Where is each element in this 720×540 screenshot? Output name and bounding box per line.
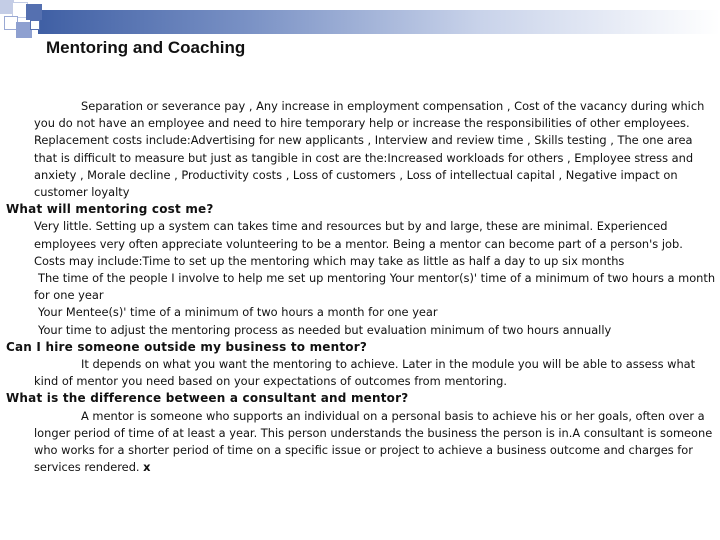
answer-consultant-vs-mentor	[6, 408, 716, 477]
answer-mentoring-cost: Very little. Setting up a system can takes time and resources but by and large, these are minimal. Experienced employees very often appreciate volunteering to be a mentor. Being a mentor can become part of a person's job. Costs may include:Time to set up the mentoring which may take as little as half a day to up six months	[34, 219, 683, 268]
slide-title: Mentoring and Coaching	[46, 38, 246, 57]
end-mark: x	[143, 460, 151, 475]
question-mentoring-cost: What will mentoring cost me?	[6, 202, 214, 217]
cost-item-setup-time: The time of the people I involve to help me set up mentoring Your mentor(s)' time of a minimum of two hours a month for one year	[34, 271, 716, 303]
question-consultant-vs-mentor: What is the difference between a consultant and mentor?	[6, 391, 409, 406]
answer-outside-mentor: It depends on what you want the mentoring to achieve. Later in the module you will be able to assess what kind of mentor you need based on your expectations of outcomes from mentoring.	[34, 357, 696, 389]
header-gradient-bar	[38, 10, 720, 34]
cost-item-mentee-time: Your Mentee(s)' time of a minimum of two hours a month for one year	[38, 305, 438, 320]
slide-body	[6, 98, 716, 476]
decor-square	[26, 4, 42, 20]
answer-consultant-text: A mentor is someone who supports an individual on a personal basis to achieve his or her goals, often over a longer period of time of at least a year. This person understands the business the person is in.A consultant is someone who works for a shorter period of time on a specific issue or project to achieve a business outcome and charges for services rendered.	[34, 408, 713, 475]
question-outside-mentor: Can I hire someone outside my business to mentor?	[6, 339, 368, 354]
decor-square	[30, 20, 40, 30]
cost-item-adjust-time: Your time to adjust the mentoring process as needed but evaluation minimum of two hours annually	[38, 322, 612, 337]
paragraph-turnover-costs: Separation or severance pay , Any increase in employment compensation , Cost of the vacancy during which you do not have an employee and need to hire temporary help or increase the responsibilities of other employees. Replacement costs include:Advertising for new applicants , Interview and review time , Skills testing , The one area that is difficult to measure but just as tangible in cost are the:Increased workloads for others , Employee stress and anxiety , Morale decline , Productivity costs , Loss of customers , Loss of intellectual capital , Negative impact on customer loyalty	[34, 99, 705, 200]
